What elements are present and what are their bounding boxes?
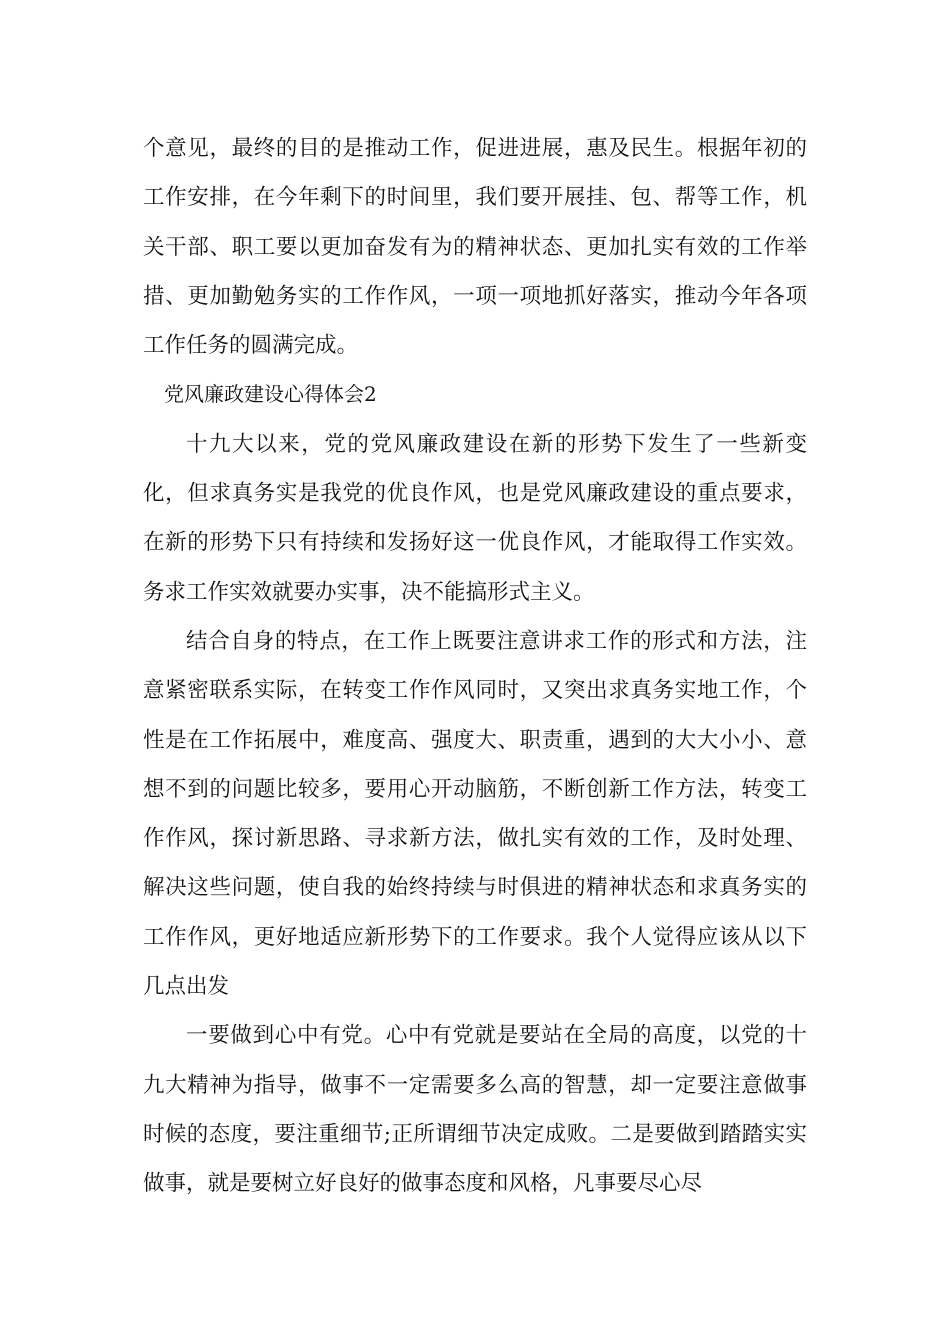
paragraph-continuation: 个意见，最终的目的是推动工作，促进进展，惠及民生。根据年初的工作安排，在今年剩下的时间里，我们要开展挂、包、帮等工作，机关干部、职工要以更加奋发有为的精神状态、更加扎实有效的工作举措、更加勤勉务实的工作作风，一项一项地抓好落实，推动今年各项工作任务的圆满完成。 xyxy=(143,136,807,359)
section-heading: 党风廉政建设心得体会2 xyxy=(164,382,377,407)
paragraph-body: 十九大以来，党的党风廉政建设在新的形势下发生了一些新变化，但求真务实是我党的优良作风，也是党风廉政建设的重点要求，在新的形势下只有持续和发扬好这一优良作风，才能取得工作实效。务求工作实效就要办实事，决不能搞形式主义。 xyxy=(143,431,807,605)
paragraph-body: 一要做到心中有党。心中有党就是要站在全局的高度，以党的十九大精神为指导，做事不一定需要多么高的智慧，却一定要注意做事时候的态度，要注重细节;正所谓细节决定成败。二是要做到踏踏实实做事，就是要树立好良好的做事态度和风格，凡事要尽心尽 xyxy=(143,1023,807,1197)
paragraph-body: 结合自身的特点，在工作上既要注意讲求工作的形式和方法，注意紧密联系实际，在转变工作作风同时，又突出求真务实地工作，个性是在工作拓展中，难度高、强度大、职责重，遇到的大大小小、意想不到的问题比较多，要用心开动脑筋，不断创新工作方法，转变工作作风，探讨新思路、寻求新方法，做扎实有效的工作，及时处理、解决这些问题，使自我的始终持续与时俱进的精神状态和求真务实的工作作风，更好地适应新形势下的工作要求。我个人觉得应该从以下几点出发 xyxy=(143,628,807,1000)
document-body xyxy=(143,124,807,1209)
